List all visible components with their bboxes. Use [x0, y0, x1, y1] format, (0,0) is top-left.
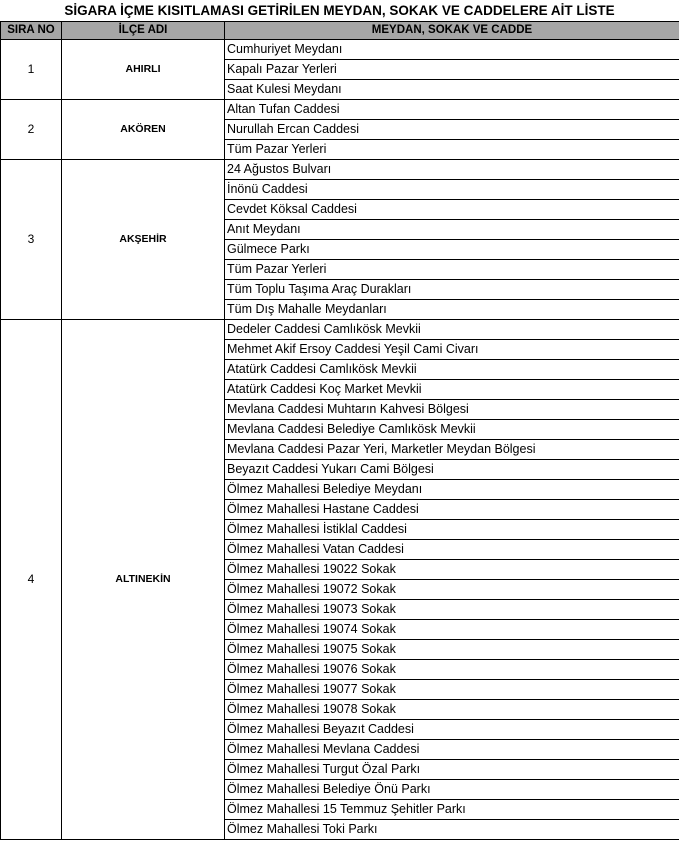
place-name-cell: Tüm Dış Mahalle Meydanları — [225, 300, 679, 320]
ilce-adi-cell: AKŞEHİR — [62, 160, 225, 320]
place-name-cell: Gülmece Parkı — [225, 240, 679, 260]
place-name-cell: Ölmez Mahallesi 19078 Sokak — [225, 700, 679, 720]
place-name-cell: Dedeler Caddesi Camlıkösk Mevkii — [225, 320, 679, 340]
place-name-cell: Ölmez Mahallesi 19073 Sokak — [225, 600, 679, 620]
sira-no-cell: 2 — [1, 100, 62, 160]
place-name-cell: Altan Tufan Caddesi — [225, 100, 679, 120]
place-name-cell: Ölmez Mahallesi Hastane Caddesi — [225, 500, 679, 520]
place-name-cell: Ölmez Mahallesi 15 Temmuz Şehitler Parkı — [225, 800, 679, 820]
place-name-cell: Ölmez Mahallesi 19074 Sokak — [225, 620, 679, 640]
sira-no-cell: 3 — [1, 160, 62, 320]
place-name-cell: Mevlana Caddesi Pazar Yeri, Marketler Meydan Bölgesi — [225, 440, 679, 460]
header-sira-no: SIRA NO — [1, 22, 62, 40]
place-name-cell: Tüm Pazar Yerleri — [225, 260, 679, 280]
document-title: SİGARA İÇME KISITLAMASI GETİRİLEN MEYDAN, SOKAK VE CADDELERE AİT LİSTE — [64, 3, 615, 18]
place-name-cell: Mehmet Akif Ersoy Caddesi Yeşil Cami Civarı — [225, 340, 679, 360]
header-row — [1, 22, 679, 40]
place-name-cell: Nurullah Ercan Caddesi — [225, 120, 679, 140]
place-name-cell: Atatürk Caddesi Koç Market Mevkii — [225, 380, 679, 400]
place-name-cell: Ölmez Mahallesi İstiklal Caddesi — [225, 520, 679, 540]
sira-no-cell: 1 — [1, 40, 62, 100]
place-name-cell: Cevdet Köksal Caddesi — [225, 200, 679, 220]
place-name-cell: Mevlana Caddesi Muhtarın Kahvesi Bölgesi — [225, 400, 679, 420]
ilce-adi-cell: AHIRLI — [62, 40, 225, 100]
table-row — [1, 160, 679, 180]
place-name-cell: Ölmez Mahallesi 19022 Sokak — [225, 560, 679, 580]
place-name-cell: Ölmez Mahallesi Vatan Caddesi — [225, 540, 679, 560]
place-name-cell: Saat Kulesi Meydanı — [225, 80, 679, 100]
place-name-cell: Anıt Meydanı — [225, 220, 679, 240]
place-name-cell: İnönü Caddesi — [225, 180, 679, 200]
place-name-cell: Ölmez Mahallesi Belediye Önü Parkı — [225, 780, 679, 800]
place-name-cell: Tüm Toplu Taşıma Araç Durakları — [225, 280, 679, 300]
place-name-cell: Ölmez Mahallesi Turgut Özal Parkı — [225, 760, 679, 780]
place-name-cell: Ölmez Mahallesi 19076 Sokak — [225, 660, 679, 680]
place-name-cell: Ölmez Mahallesi Beyazıt Caddesi — [225, 720, 679, 740]
table-row — [1, 320, 679, 340]
table-row — [1, 100, 679, 120]
place-name-cell: Beyazıt Caddesi Yukarı Cami Bölgesi — [225, 460, 679, 480]
place-name-cell: Kapalı Pazar Yerleri — [225, 60, 679, 80]
place-name-cell: Ölmez Mahallesi Belediye Meydanı — [225, 480, 679, 500]
place-name-cell: 24 Ağustos Bulvarı — [225, 160, 679, 180]
ilce-adi-cell: AKÖREN — [62, 100, 225, 160]
place-name-cell: Ölmez Mahallesi Mevlana Caddesi — [225, 740, 679, 760]
place-name-cell: Ölmez Mahallesi 19077 Sokak — [225, 680, 679, 700]
header-meydan-sokak-cadde: MEYDAN, SOKAK VE CADDE — [225, 22, 679, 40]
places-table — [0, 21, 679, 840]
place-name-cell: Mevlana Caddesi Belediye Camlıkösk Mevkii — [225, 420, 679, 440]
header-ilce-adi: İLÇE ADI — [62, 22, 225, 40]
table-row — [1, 40, 679, 60]
place-name-cell: Ölmez Mahallesi 19072 Sokak — [225, 580, 679, 600]
ilce-adi-cell: ALTINEKİN — [62, 320, 225, 840]
place-name-cell: Ölmez Mahallesi Toki Parkı — [225, 820, 679, 840]
table-body — [1, 40, 679, 840]
sira-no-cell: 4 — [1, 320, 62, 840]
place-name-cell: Atatürk Caddesi Camlıkösk Mevkii — [225, 360, 679, 380]
place-name-cell: Cumhuriyet Meydanı — [225, 40, 679, 60]
place-name-cell: Ölmez Mahallesi 19075 Sokak — [225, 640, 679, 660]
place-name-cell: Tüm Pazar Yerleri — [225, 140, 679, 160]
